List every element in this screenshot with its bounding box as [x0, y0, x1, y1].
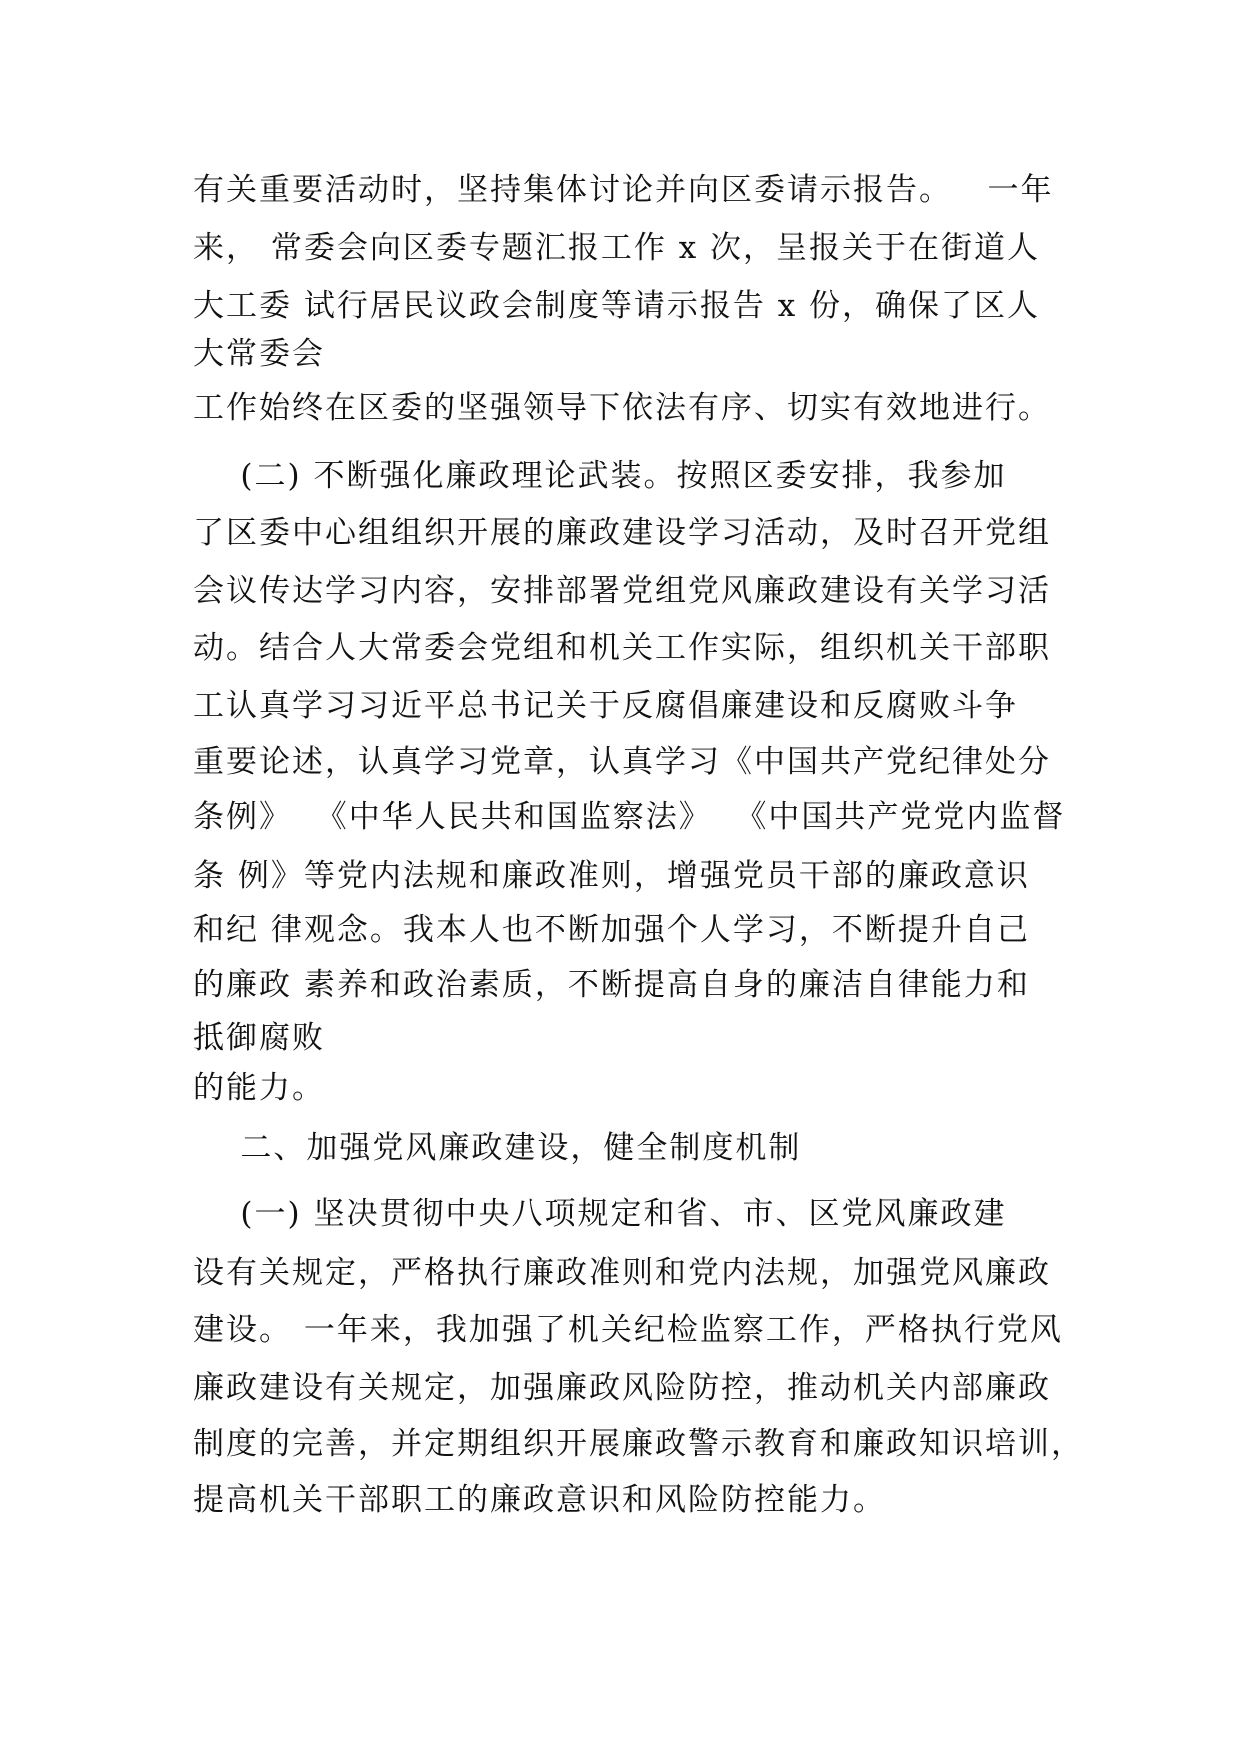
text-line: 条例》 《中华人民共和国监察法》 《中国共产党党内监督 [193, 799, 1066, 835]
text-line: 廉政建设有关规定，加强廉政风险防控，推动机关内部廉政 [193, 1370, 1051, 1406]
text-line: 工作始终在区委的坚强领导下依法有序、切实有效地进行。 [193, 390, 1051, 426]
text-line: 建设。 一年来，我加强了机关纪检监察工作，严格执行党风 [193, 1312, 1063, 1348]
text-line: 的能力。 [193, 1070, 325, 1106]
text-line: 制度的完善，并定期组织开展廉政警示教育和廉政知识培训， [193, 1426, 1084, 1462]
text-line: (一) 坚决贯彻中央八项规定和省、市、区党风廉政建 [193, 1196, 1007, 1232]
text-line: 的廉政 素养和政治素质，不断提高自身的廉洁自律能力和 [193, 967, 1030, 1003]
text-line: 条 例》等党内法规和廉政准则，增强党员干部的廉政意识 [193, 858, 1030, 894]
text-line: 重要论述，认真学习党章，认真学习《中国共产党纪律处分 [193, 744, 1051, 780]
text-line: 会议传达学习内容，安排部署党组党风廉政建设有关学习活 [193, 573, 1051, 609]
text-line: 抵御腐败 [193, 1020, 325, 1056]
text-line: 提高机关干部职工的廉政意识和风险防控能力。 [193, 1482, 886, 1518]
text-line: 设有关规定，严格执行廉政准则和党内法规，加强党风廉政 [193, 1255, 1051, 1291]
text-line: 大工委 试行居民议政会制度等请示报告 x 份，确保了区人 [193, 288, 1041, 324]
text-line: (二) 不断强化廉政理论武装。按照区委安排，我参加 [193, 458, 1007, 494]
text-line: 动。结合人大常委会党组和机关工作实际，组织机关干部职 [193, 630, 1051, 666]
text-line: 和纪 律观念。我本人也不断加强个人学习，不断提升自己 [193, 912, 1030, 948]
section-heading: 二、加强党风廉政建设，健全制度机制 [193, 1130, 802, 1166]
text-line: 了区委中心组组织开展的廉政建设学习活动，及时召开党组 [193, 515, 1051, 551]
text-line: 工认真学习习近平总书记关于反腐倡廉建设和反腐败斗争 [193, 688, 1018, 724]
text-line: 有关重要活动时，坚持集体讨论并向区委请示报告。 一年 [193, 172, 1054, 208]
text-line: 大常委会 [193, 336, 325, 372]
text-line: 来， 常委会向区委专题汇报工作 x 次，呈报关于在街道人 [193, 230, 1041, 266]
